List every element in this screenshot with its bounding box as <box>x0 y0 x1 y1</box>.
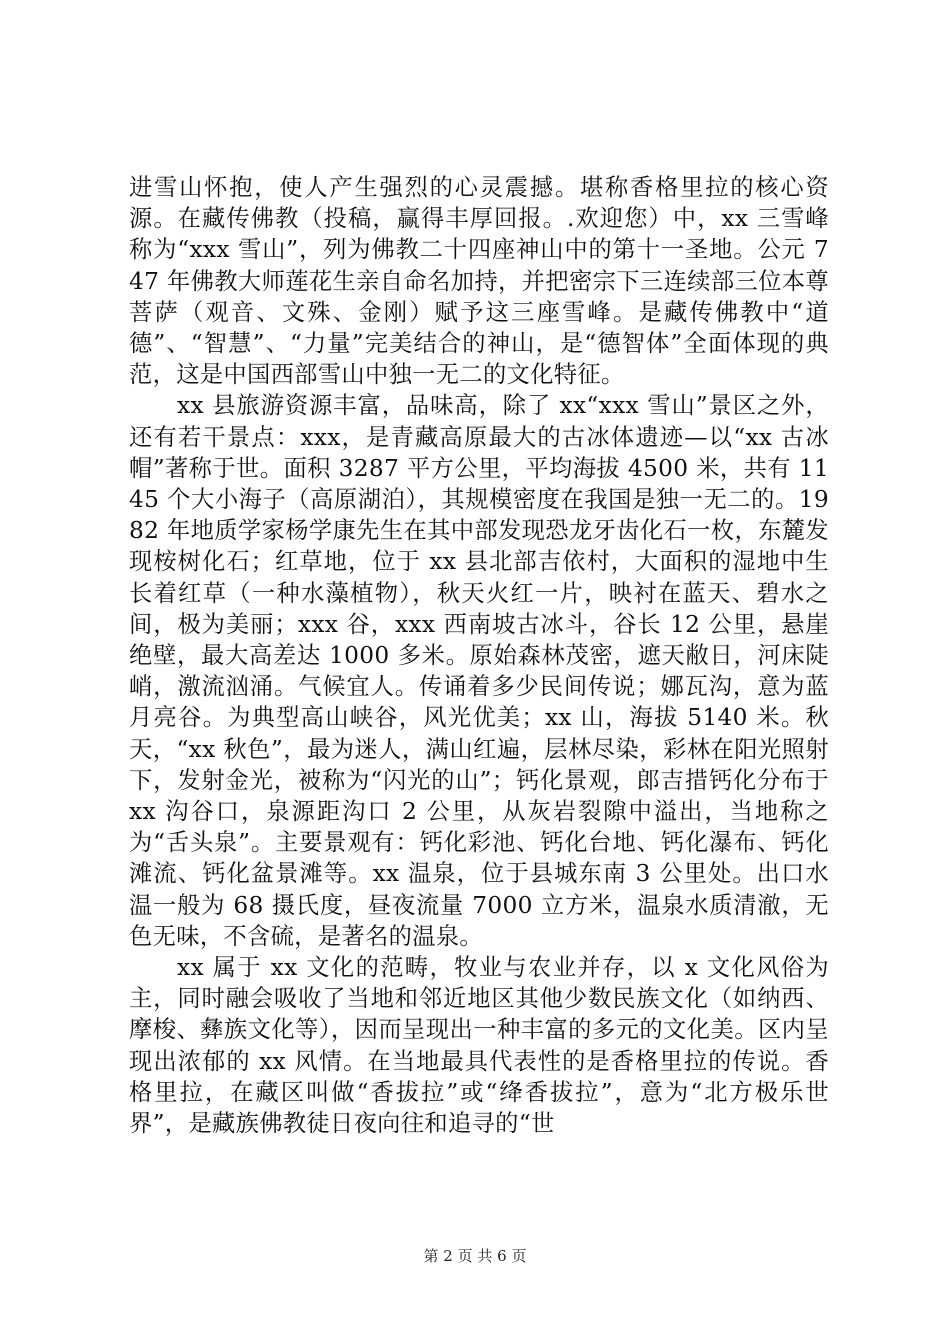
page-footer: 第 2 页 共 6 页 <box>423 1247 527 1265</box>
paragraph-tourism-resources: xx 县旅游资源丰富，品味高，除了 xx“xxx 雪山”景区之外，还有若干景点：xxx，是青藏高原最大的古冰体遗迹—以“xx 古冰帽”著称于世。面积 3287 平方公里，平均海拔 4500 米，共有 1145 个大小海子（高原湖泊），其规模密度在我国是独一无二的。1982 年地质学家杨学康先生在其中部发现恐龙牙齿化石一枚，东麓发现桉树化石；红草地，位于 xx 县北部吉依村，大面积的湿地中生长着红草（一种水藻植物），秋天火红一片，映衬在蓝天、碧水之间，极为美丽；xxx 谷，xxx 西南坡古冰斗，谷长 12 公里，悬崖绝壁，最大高差达 1000 多米。原始森林茂密，遮天敝日，河床陡峭，激流汹涌。气候宜人。传诵着多少民间传说；娜瓦沟，意为蓝月亮谷。为典型高山峡谷，风光优美；xx 山，海拔 5140 米。秋天，“xx 秋色”，最为迷人，满山红遍，层林尽染，彩林在阳光照射下，发射金光，被称为“闪光的山”；钙化景观，郎吉措钙化分布于 xx 沟谷口，泉源距沟口 2 公里，从灰岩裂隙中溢出，当地称之为“舌头泉”。主要景观有：钙化彩池、钙化台地、钙化瀑布、钙化滩流、钙化盆景滩等。xx 温泉，位于县城东南 3 公里处。出口水温一般为 68 摄氏度，昼夜流量 7000 立方米，温泉水质清澈，无色无味，不含硫，是著名的温泉。 <box>129 392 829 950</box>
paragraph-culture: xx 属于 xx 文化的范畴，牧业与农业并存，以 x 文化风俗为主，同时融会吸收了当地和邻近地区其他少数民族文化（如纳西、摩梭、彝族文化等），因而呈现出一种丰富的多元的文化美。区内呈现出浓郁的 xx 风情。在当地最具代表性的是香格里拉的传说。香格里拉，在藏区叫做“香拔拉”或“绛香拔拉”，意为“北方极乐世界”，是藏族佛教徒日夜向往和追寻的“世 <box>129 954 829 1138</box>
paragraph-snow-mountain: 进雪山怀抱，使人产生强烈的心灵震撼。堪称香格里拉的核心资源。在藏传佛教（投稿，赢得丰厚回报。.欢迎您）中，xx 三雪峰称为“xxx 雪山”，列为佛教二十四座神山中的第十一圣地。公元 747 年佛教大师莲花生亲自命名加持，并把密宗下三连续部三位本尊菩萨（观音、文殊、金刚）赋予这三座雪峰。是藏传佛教中“道德”、“智慧”、“力量”完美结合的神山，是“德智体”全面体现的典范，这是中国西部雪山中独一无二的文化特征。 <box>129 174 829 389</box>
document-body <box>129 172 829 1139</box>
